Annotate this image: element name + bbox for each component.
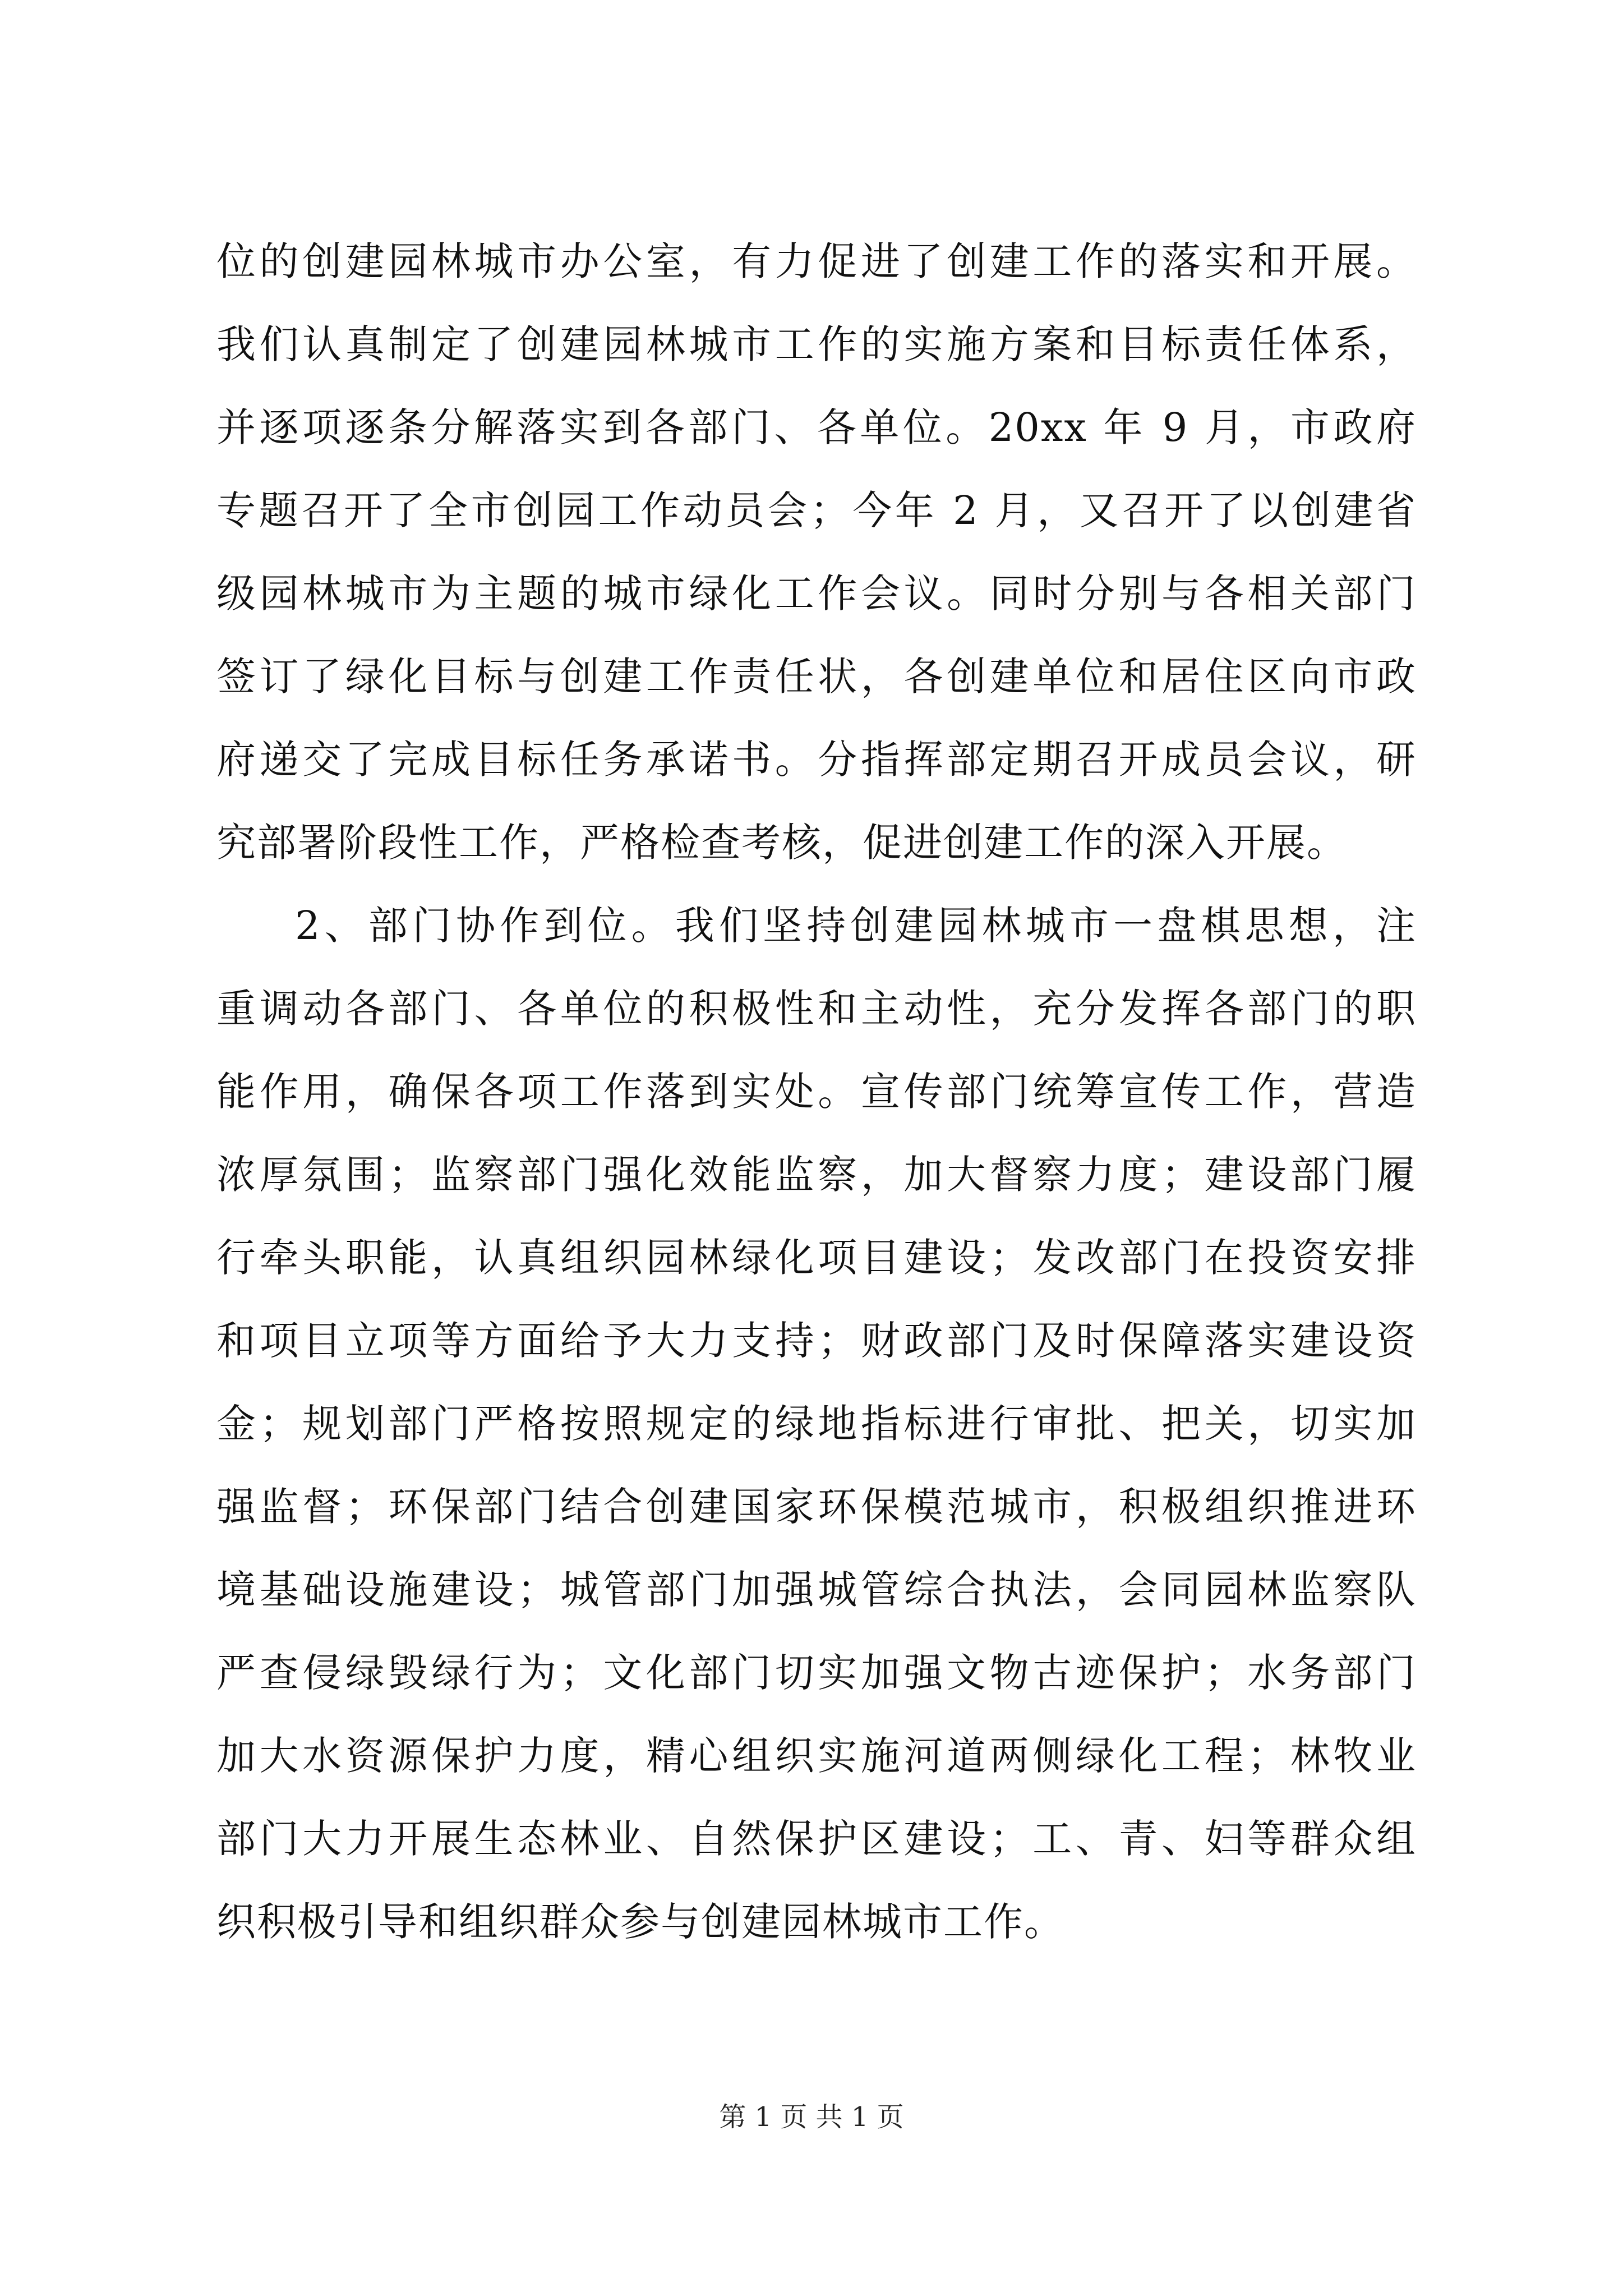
text-line: 并逐项逐条分解落实到各部门、各单位。20xx 年 9 月，市政府 <box>216 404 1417 450</box>
text-line: 我们认真制定了创建园林城市工作的实施方案和目标责任体系， <box>216 321 1417 367</box>
text-line: 位的创建园林城市办公室，有力促进了创建工作的落实和开展。 <box>216 238 1417 284</box>
body-text <box>216 220 1417 1963</box>
text-line: 重调动各部门、各单位的积极性和主动性，充分发挥各部门的职 <box>216 986 1417 1032</box>
text-line: 2、部门协作到位。我们坚持创建园林城市一盘棋思想，注 <box>295 903 1417 949</box>
text-line: 浓厚氛围；监察部门强化效能监察，加大督察力度；建设部门履 <box>216 1152 1417 1198</box>
text-line: 强监督；环保部门结合创建国家环保模范城市，积极组织推进环 <box>216 1484 1417 1530</box>
text-line: 专题召开了全市创园工作动员会；今年 2 月，又召开了以创建省 <box>216 487 1417 533</box>
text-line: 签订了绿化目标与创建工作责任状，各创建单位和居住区向市政 <box>216 654 1417 700</box>
text-line: 金；规划部门严格按照规定的绿地指标进行审批、把关，切实加 <box>216 1401 1417 1447</box>
text-line: 严查侵绿毁绿行为；文化部门切实加强文物古迹保护；水务部门 <box>216 1650 1417 1696</box>
text-line: 级园林城市为主题的城市绿化工作会议。同时分别与各相关部门 <box>216 570 1417 616</box>
text-line: 部门大力开展生态林业、自然保护区建设；工、青、妇等群众组 <box>216 1816 1417 1862</box>
text-line: 能作用，确保各项工作落到实处。宣传部门统筹宣传工作，营造 <box>216 1069 1417 1115</box>
page-footer: 第 1 页 共 1 页 <box>719 2101 904 2133</box>
text-line: 织积极引导和组织群众参与创建园林城市工作。 <box>216 1899 1064 1945</box>
text-line: 府递交了完成目标任务承诺书。分指挥部定期召开成员会议，研 <box>216 737 1417 783</box>
text-line: 加大水资源保护力度，精心组织实施河道两侧绿化工程；林牧业 <box>216 1733 1417 1779</box>
text-line: 境基础设施建设；城管部门加强城管综合执法，会同园林监察队 <box>216 1567 1417 1613</box>
text-line: 行牵头职能，认真组织园林绿化项目建设；发改部门在投资安排 <box>216 1235 1417 1281</box>
text-line: 究部署阶段性工作，严格检查考核，促进创建工作的深入开展。 <box>216 820 1347 866</box>
text-line: 和项目立项等方面给予大力支持；财政部门及时保障落实建设资 <box>216 1318 1417 1364</box>
